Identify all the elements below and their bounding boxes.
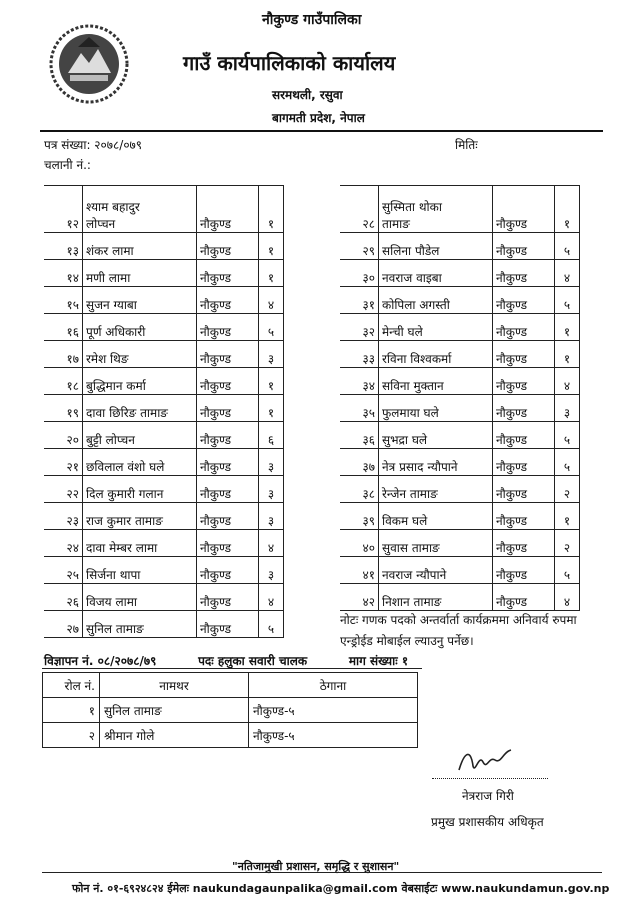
- table-row: [44, 395, 284, 422]
- row-place: नौकुण्ड: [197, 186, 259, 233]
- row-place: नौकुण्ड: [197, 368, 259, 395]
- table-row: [44, 503, 284, 530]
- table-row: [340, 557, 580, 584]
- row-name: [379, 584, 493, 611]
- row-place: नौकुण्ड: [197, 422, 259, 449]
- row-serial: ३०: [340, 260, 379, 287]
- row-serial: ३५: [340, 395, 379, 422]
- row-ward: ५: [555, 449, 580, 476]
- row-serial: १२: [44, 186, 83, 233]
- row-place: नौकुण्ड: [197, 260, 259, 287]
- row-name-line: फुलमाया घले: [382, 406, 439, 420]
- row-serial: ३४: [340, 368, 379, 395]
- row-ward: ३: [259, 557, 284, 584]
- row-place: नौकुण्ड: [197, 233, 259, 260]
- roll-table: [42, 672, 418, 748]
- table-row: [340, 287, 580, 314]
- row-ward: २: [555, 476, 580, 503]
- row-name-line: निशान तामाङ: [382, 595, 442, 609]
- row-ward: ३: [259, 503, 284, 530]
- row-name: [379, 368, 493, 395]
- row-name-line: नवराज न्यौपाने: [382, 568, 447, 582]
- row-name: [379, 395, 493, 422]
- row-name: [379, 422, 493, 449]
- row-ward: १: [555, 341, 580, 368]
- row-place: नौकुण्ड: [493, 287, 555, 314]
- office-title: गाउँ कार्यपालिकाको कार्यालय: [183, 51, 396, 75]
- roll-address: नौकुण्ड-५: [249, 698, 418, 723]
- table-row: [44, 233, 284, 260]
- row-name: [379, 287, 493, 314]
- row-serial: १७: [44, 341, 83, 368]
- table-row: [44, 449, 284, 476]
- row-name-line: नवराज वाइबा: [382, 271, 442, 285]
- row-serial: २८: [340, 186, 379, 233]
- row-serial: ३८: [340, 476, 379, 503]
- row-name: [83, 557, 197, 584]
- row-place: नौकुण्ड: [493, 449, 555, 476]
- table-row: [340, 260, 580, 287]
- row-serial: ३९: [340, 503, 379, 530]
- address-line-2: बागमती प्रदेश, नेपाल: [272, 111, 365, 125]
- row-place: नौकुण्ड: [197, 341, 259, 368]
- row-serial: २७: [44, 611, 83, 638]
- row-serial: १३: [44, 233, 83, 260]
- row-serial: ३७: [340, 449, 379, 476]
- row-place: नौकुण्ड: [197, 449, 259, 476]
- table-row: [44, 476, 284, 503]
- row-serial: १४: [44, 260, 83, 287]
- footer-rule: [42, 872, 602, 873]
- table-row: [340, 449, 580, 476]
- roll-number: १: [43, 698, 100, 723]
- row-place: नौकुण्ड: [197, 476, 259, 503]
- footer-motto: "नतिजामुखी प्रशासन, समृद्धि र सुशासन": [232, 860, 400, 873]
- row-serial: २४: [44, 530, 83, 557]
- signature-mark: [455, 740, 515, 780]
- row-ward: ४: [259, 530, 284, 557]
- row-serial: २५: [44, 557, 83, 584]
- row-name: [83, 449, 197, 476]
- row-ward: १: [259, 260, 284, 287]
- row-name-line: रमेश थिङ: [86, 352, 129, 366]
- roll-header-address: ठेगाना: [249, 673, 418, 698]
- table-row: [340, 233, 580, 260]
- signatory-name: नेत्रराज गिरी: [462, 789, 514, 803]
- address-line-1: सरमथली, रसुवा: [272, 88, 343, 102]
- row-name-line: बुद्धिमान कर्मा: [86, 379, 146, 393]
- row-name: [379, 314, 493, 341]
- row-place: नौकुण्ड: [197, 503, 259, 530]
- row-name-line: सुभद्रा घले: [382, 433, 428, 447]
- row-ward: १: [259, 368, 284, 395]
- table-row: [340, 584, 580, 611]
- row-ward: ४: [259, 584, 284, 611]
- row-ward: ५: [259, 611, 284, 638]
- row-name: [83, 260, 197, 287]
- row-place: नौकुण्ड: [197, 395, 259, 422]
- row-name: [83, 422, 197, 449]
- row-name-line: सविना मुक्तान: [382, 379, 444, 393]
- row-name-line: कोपिला अगस्ती: [382, 298, 450, 312]
- row-name-line: विजय लामा: [86, 595, 137, 609]
- row-serial: १९: [44, 395, 83, 422]
- row-name: [83, 584, 197, 611]
- row-ward: ४: [555, 584, 580, 611]
- row-name: [379, 260, 493, 287]
- table-row: [340, 503, 580, 530]
- row-name-line: सुजन ग्याबा: [86, 298, 137, 312]
- row-name: [83, 314, 197, 341]
- row-place: नौकुण्ड: [197, 557, 259, 584]
- row-serial: २१: [44, 449, 83, 476]
- row-name-line: नेत्र प्रसाद न्यौपाने: [382, 460, 458, 474]
- row-name-line: पूर्ण अधिकारी: [86, 325, 146, 339]
- row-serial: २३: [44, 503, 83, 530]
- row-name: [379, 530, 493, 557]
- row-name: [83, 368, 197, 395]
- dispatch-number: चलानी नं.:: [44, 158, 91, 172]
- row-name-line: रेन्जेन तामाङ: [382, 487, 438, 501]
- row-name: [83, 287, 197, 314]
- row-name: [379, 557, 493, 584]
- table-row: [44, 341, 284, 368]
- row-place: नौकुण्ड: [493, 584, 555, 611]
- row-place: नौकुण्ड: [197, 287, 259, 314]
- table-row: [44, 368, 284, 395]
- row-ward: ४: [259, 287, 284, 314]
- row-serial: ४०: [340, 530, 379, 557]
- row-name-line: दिल कुमारी गलान: [86, 487, 164, 501]
- row-name-line: राज कुमार तामाङ: [86, 514, 163, 528]
- row-place: नौकुण्ड: [197, 530, 259, 557]
- row-place: नौकुण्ड: [493, 422, 555, 449]
- row-place: नौकुण्ड: [493, 503, 555, 530]
- row-place: नौकुण्ड: [197, 314, 259, 341]
- row-name-line: दावा छिरिङ तामाङ: [86, 406, 168, 420]
- row-place: नौकुण्ड: [493, 186, 555, 233]
- row-ward: ३: [259, 449, 284, 476]
- row-serial: ३२: [340, 314, 379, 341]
- roll-name: सुनिल तामाङ: [100, 698, 249, 723]
- row-serial: ३३: [340, 341, 379, 368]
- row-place: नौकुण्ड: [493, 476, 555, 503]
- table-row: [340, 368, 580, 395]
- row-ward: ५: [555, 233, 580, 260]
- row-ward: ३: [555, 395, 580, 422]
- table-row: [340, 476, 580, 503]
- table-row: [340, 395, 580, 422]
- row-place: नौकुण्ड: [493, 395, 555, 422]
- row-name-line: मणी लामा: [86, 271, 131, 285]
- row-name: [379, 476, 493, 503]
- row-ward: ४: [555, 260, 580, 287]
- row-name-line: बुट्टी लोप्चन: [86, 433, 135, 447]
- row-place: नौकुण्ड: [493, 341, 555, 368]
- table-row: [44, 287, 284, 314]
- table-row: [340, 422, 580, 449]
- row-name-line: रविना विश्वकर्मा: [382, 352, 452, 366]
- row-name: [379, 341, 493, 368]
- row-place: नौकुण्ड: [493, 530, 555, 557]
- row-name: [379, 449, 493, 476]
- row-serial: २२: [44, 476, 83, 503]
- row-ward: ४: [555, 368, 580, 395]
- table-row: [340, 530, 580, 557]
- row-name: [83, 530, 197, 557]
- row-place: नौकुण्ड: [493, 260, 555, 287]
- advertisement-line: विज्ञापन नं. ०८/२०७८/७९ पदः हलुका सवारी चालक माग संख्याः १: [44, 654, 409, 668]
- row-ward: ५: [259, 314, 284, 341]
- row-ward: १: [259, 186, 284, 233]
- row-ward: ३: [259, 341, 284, 368]
- table-row: [340, 341, 580, 368]
- row-place: नौकुण्ड: [197, 584, 259, 611]
- row-name: [83, 395, 197, 422]
- row-serial: २९: [340, 233, 379, 260]
- candidate-table-right: [340, 185, 580, 611]
- row-serial: १५: [44, 287, 83, 314]
- letter-number: पत्र संख्या: २०७८/०७९: [44, 138, 143, 152]
- row-name-line: शंकर लामा: [86, 244, 134, 258]
- table-row: [43, 723, 418, 748]
- nepal-emblem-icon: [48, 23, 130, 105]
- row-name: [83, 476, 197, 503]
- row-name: [83, 233, 197, 260]
- row-place: नौकुण्ड: [493, 557, 555, 584]
- roll-header-roll: रोल नं.: [43, 673, 100, 698]
- row-ward: ५: [555, 422, 580, 449]
- row-ward: १: [555, 314, 580, 341]
- row-name: [379, 503, 493, 530]
- table-row: [44, 422, 284, 449]
- signatory-title: प्रमुख प्रशासकीय अधिकृत: [431, 815, 544, 829]
- row-name-line: सुनिल तामाङ: [86, 622, 144, 636]
- table-row: [44, 314, 284, 341]
- row-name-line: श्याम बहादुर: [86, 200, 140, 214]
- row-place: नौकुण्ड: [197, 611, 259, 638]
- footer-contact: फोन नं. ०१-६९२४८२४ ईमेलः naukundagaunpalika@gmail.com वेबसाईटः www.naukundamun.gov.np: [72, 882, 610, 895]
- roll-name: श्रीमान गोले: [100, 723, 249, 748]
- row-serial: ४२: [340, 584, 379, 611]
- row-serial: १८: [44, 368, 83, 395]
- signature-line: [432, 778, 548, 779]
- roll-address: नौकुण्ड-५: [249, 723, 418, 748]
- row-ward: ६: [259, 422, 284, 449]
- table-row: [44, 611, 284, 638]
- office-name: नौकुण्ड गाउँपालिका: [262, 12, 362, 28]
- row-serial: ३६: [340, 422, 379, 449]
- table-row: [44, 260, 284, 287]
- row-serial: ३१: [340, 287, 379, 314]
- date-label: मितिः: [455, 138, 478, 152]
- row-name-line: छविलाल वंशो घले: [86, 460, 165, 474]
- row-name-line: सुवास तामाङ: [382, 541, 440, 555]
- roll-header-name: नामथर: [100, 673, 249, 698]
- row-serial: २०: [44, 422, 83, 449]
- candidate-table-left: [44, 185, 284, 638]
- row-place: नौकुण्ड: [493, 233, 555, 260]
- row-serial: १६: [44, 314, 83, 341]
- row-serial: २६: [44, 584, 83, 611]
- row-place: नौकुण्ड: [493, 314, 555, 341]
- advertisement-underline: [42, 668, 422, 669]
- row-ward: ५: [555, 557, 580, 584]
- row-serial: ४१: [340, 557, 379, 584]
- row-name: [83, 341, 197, 368]
- row-name-line: तामाङ: [382, 217, 410, 231]
- roll-number: २: [43, 723, 100, 748]
- row-name-line: लोप्चन: [86, 217, 116, 231]
- row-name-line: दावा मेम्बर लामा: [86, 541, 158, 555]
- row-place: नौकुण्ड: [493, 368, 555, 395]
- row-ward: १: [555, 186, 580, 233]
- table-row: [340, 186, 580, 233]
- table-row: [340, 314, 580, 341]
- row-ward: १: [259, 395, 284, 422]
- row-name: [379, 186, 493, 233]
- row-name: [379, 233, 493, 260]
- table-row: [44, 530, 284, 557]
- row-ward: ३: [259, 476, 284, 503]
- table-row: [43, 698, 418, 723]
- row-ward: २: [555, 530, 580, 557]
- row-name-line: विकम घले: [382, 514, 428, 528]
- row-ward: १: [555, 503, 580, 530]
- row-ward: १: [259, 233, 284, 260]
- header-rule: [40, 130, 603, 132]
- table-row: [44, 557, 284, 584]
- row-name: [83, 503, 197, 530]
- row-name-line: सुस्मिता थोका: [382, 200, 442, 214]
- row-name-line: मेन्ची घले: [382, 325, 423, 339]
- row-name-line: सिर्जना थापा: [86, 568, 141, 582]
- note-text: नोटः गणक पदको अन्तर्वार्ता कार्यक्रममा अनिवार्य रुपमा एन्ड्रोईड मोबाईल ल्याउनु पर्नेछ।: [340, 613, 577, 648]
- row-name: [83, 611, 197, 638]
- table-row: [44, 584, 284, 611]
- table-row: [44, 186, 284, 233]
- row-name-line: सलिना पौडेल: [382, 244, 440, 258]
- row-ward: ५: [555, 287, 580, 314]
- row-name: [83, 186, 197, 233]
